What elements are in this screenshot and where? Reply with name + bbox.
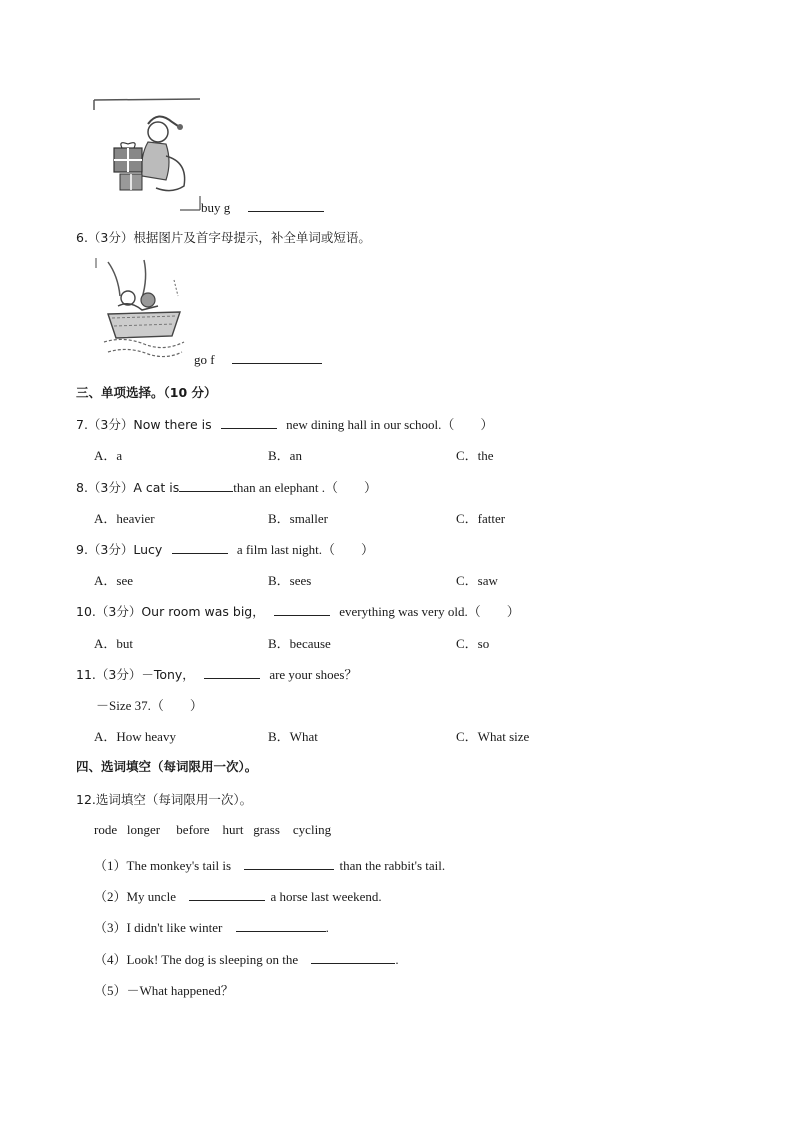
q12-s3-pre: （3）I didn't like winter: [94, 920, 223, 935]
q7-option-a[interactable]: A．a: [94, 448, 123, 463]
boat-fishing-picture: [94, 256, 190, 362]
q12-stem: 12.选词填空（每词限用一次）。: [76, 792, 253, 807]
q12-sentence-3: [94, 917, 329, 936]
q6-prompt-text: go f: [194, 352, 215, 367]
gift-child-picture: [92, 96, 204, 214]
q6-prompt: [194, 351, 322, 368]
q8-option-a[interactable]: A．heavier: [94, 511, 155, 526]
q9-answer-blank[interactable]: [172, 541, 228, 554]
q11-stem-text: 11.（3分）－Tony，: [76, 667, 195, 682]
q8-option-c[interactable]: C．fatter: [456, 511, 506, 526]
q12-s4-pre: （4）Look! The dog is sleeping on the: [94, 952, 299, 967]
q12-sentence-4: [94, 949, 399, 968]
q9-stem-text: 9.（3分）Lucy: [76, 542, 163, 557]
q5-prompt-text: buy g: [201, 200, 231, 215]
q11-stem-after: are your shoes？: [269, 667, 358, 682]
q12-s2-post: a horse last weekend.: [270, 889, 382, 904]
q7-stem-text: 7.（3分）Now there is: [76, 417, 212, 432]
q9-option-a[interactable]: A．see: [94, 573, 133, 588]
q11-answer-blank[interactable]: [204, 666, 260, 679]
q12-s4-blank[interactable]: [311, 951, 395, 964]
q12-s2-pre: （2）My uncle: [94, 889, 176, 904]
section3-title: 三、单项选择。（10 分）: [76, 385, 217, 400]
q7-option-b[interactable]: B．an: [268, 448, 302, 463]
section4-title: 四、选词填空（每词限用一次）。: [76, 759, 258, 774]
q8-option-b[interactable]: B．smaller: [268, 511, 328, 526]
q8-stem-after: than an elephant .（ ）: [233, 480, 377, 495]
q9-option-c[interactable]: C．saw: [456, 573, 498, 588]
q12-s4-post: .: [395, 952, 399, 967]
q7-stem-after: new dining hall in our school.（ ）: [286, 417, 494, 432]
q11-option-a[interactable]: A．How heavy: [94, 729, 176, 744]
q12-sentence-1: [94, 855, 445, 874]
q12-s3-blank[interactable]: [236, 919, 326, 932]
q8-stem: [76, 477, 377, 496]
q12-s1-pre: （1）The monkey's tail is: [94, 858, 232, 873]
q9-stem-after: a film last night.（ ）: [236, 542, 375, 557]
q9-option-b[interactable]: B．sees: [268, 573, 312, 588]
q11-option-b[interactable]: B．What: [268, 729, 318, 744]
q5-answer-blank[interactable]: [248, 199, 324, 212]
q10-option-c[interactable]: C．so: [456, 636, 490, 651]
q8-answer-blank[interactable]: [179, 479, 233, 492]
q12-s2-blank[interactable]: [189, 888, 265, 901]
q12-s3-post: .: [325, 920, 329, 935]
q5-prompt: [201, 199, 324, 216]
q10-stem-text: 10.（3分）Our room was big，: [76, 604, 265, 619]
q12-sentence-5: （5）－What happened？: [94, 983, 234, 998]
q10-stem: [76, 601, 520, 620]
q7-answer-blank[interactable]: [221, 416, 277, 429]
q10-answer-blank[interactable]: [274, 603, 330, 616]
q7-stem: [76, 414, 493, 433]
q6-stem: 6.（3分）根据图片及首字母提示，补全单词或短语。: [76, 230, 371, 245]
q12-word-bank: rode longer before hurt grass cycling: [94, 822, 332, 837]
q10-option-a[interactable]: A．but: [94, 636, 134, 651]
q8-stem-text: 8.（3分）A cat is: [76, 480, 180, 495]
q12-s1-post: than the rabbit's tail.: [339, 858, 446, 873]
q12-s1-blank[interactable]: [244, 857, 334, 870]
q11-stem: [76, 664, 357, 683]
q7-option-c[interactable]: C．the: [456, 448, 494, 463]
q9-stem: [76, 539, 374, 558]
q12-sentence-2: [94, 886, 382, 905]
q10-stem-after: everything was very old.（ ）: [339, 604, 520, 619]
q10-option-b[interactable]: B．because: [268, 636, 331, 651]
q11-option-c[interactable]: C．What size: [456, 729, 530, 744]
q11-line2: －Size 37.（ ）: [96, 698, 203, 713]
q6-answer-blank[interactable]: [232, 351, 322, 364]
